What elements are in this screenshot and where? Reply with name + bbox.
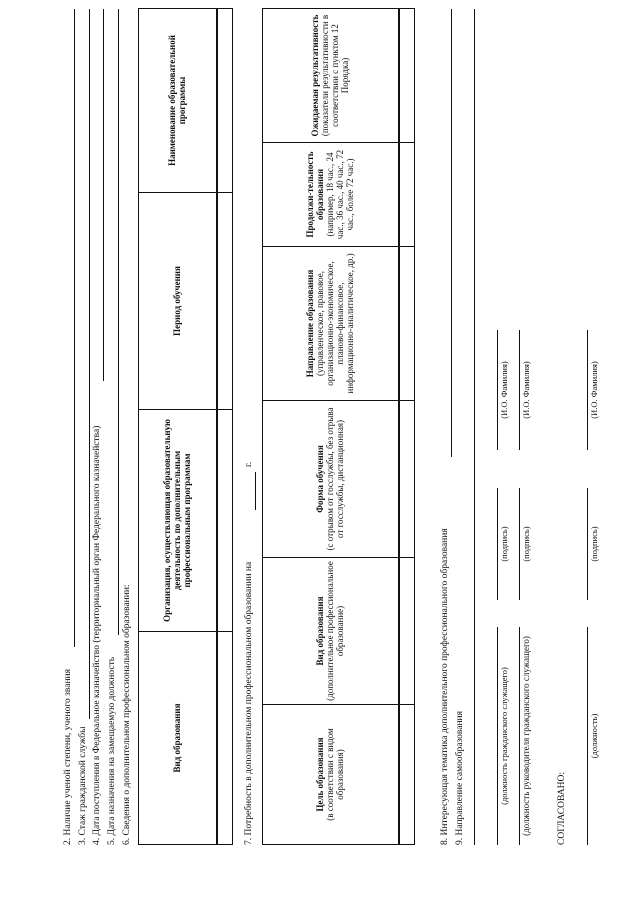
signature-line-position xyxy=(587,627,588,845)
item-7-year-suffix: г. xyxy=(244,461,254,467)
education-info-table xyxy=(138,8,233,845)
fill-line-item-3 xyxy=(89,9,90,719)
header-study-period: Период обучения xyxy=(139,193,217,410)
table-cell[interactable] xyxy=(399,401,415,558)
header-direction-title: Направление образования xyxy=(305,269,316,378)
table-cell[interactable] xyxy=(217,193,233,410)
signature-line-name xyxy=(519,330,520,450)
signature-line-position xyxy=(497,627,498,845)
label-full-name: (И.О. Фамилия) xyxy=(499,361,509,419)
header-form xyxy=(263,401,399,558)
signature-line-name xyxy=(587,330,588,450)
item-4-treasury-entry-date: 4. Дата поступления в Федеральное казначейство (территориальный орган Федерального казначейства) xyxy=(92,425,102,845)
header-goal xyxy=(263,705,399,845)
signature-line-sign xyxy=(519,488,520,600)
header-results-note: (показатели результативности в соответствии с пунктом 12 Порядка) xyxy=(320,14,351,137)
header-organization: Организация, осуществляющая образовательную деятельность по дополнительным профессиональным программам xyxy=(139,410,217,632)
header-duration-note: (например, 18 час., 24 час., 36 час., 40 час., 72 час., более 72 час.) xyxy=(325,149,356,240)
label-servant-position: (должность гражданского служащего) xyxy=(499,667,509,805)
table-cell[interactable] xyxy=(217,410,233,632)
label-manager-position: (должность руководителя гражданского служащего) xyxy=(521,636,531,836)
table-cell[interactable] xyxy=(217,9,233,193)
table-row xyxy=(399,9,415,845)
header-duration xyxy=(263,143,399,247)
signature-line-sign xyxy=(497,488,498,600)
item-6-education-info: 6. Сведения о дополнительном профессиональном образовании: xyxy=(122,584,132,845)
item-7-education-need: 7. Потребность в дополнительном профессиональном образовании на xyxy=(244,561,254,845)
header-expected-results xyxy=(263,9,399,143)
label-signature: (подпись) xyxy=(589,526,599,562)
item-3-service-length: 3. Стаж гражданской службы xyxy=(78,726,88,845)
signature-line-position xyxy=(519,627,520,845)
header-form-note: (с отрывом от госслужбы, без отрыва от госслужбы, дистанционная) xyxy=(325,407,346,551)
table-cell[interactable] xyxy=(399,143,415,247)
fill-line-item-4 xyxy=(103,9,104,381)
header-duration-title: Продолжи-тельность образования xyxy=(305,151,326,238)
table-cell[interactable] xyxy=(399,558,415,705)
item-5-position-date: 5. Дата назначения на замещаемую должность xyxy=(107,656,117,845)
header-results-title: Ожидаемая результативность xyxy=(310,14,321,137)
table-cell[interactable] xyxy=(399,9,415,143)
signature-line-name xyxy=(497,330,498,450)
label-signature: (подпись) xyxy=(521,526,531,562)
education-needs-table xyxy=(262,8,415,845)
fill-line-year xyxy=(255,472,256,510)
table-cell[interactable] xyxy=(399,705,415,845)
agreed-label: СОГЛАСОВАНО: xyxy=(557,772,567,845)
fill-line-item-5 xyxy=(118,9,119,635)
header-goal-title: Цель образования xyxy=(315,737,326,812)
fill-line-item-9 xyxy=(474,9,475,845)
table-cell[interactable] xyxy=(399,247,415,401)
label-full-name: (И.О. Фамилия) xyxy=(589,361,599,419)
item-8-topics: 8. Интересующая тематика дополнительного профессионального образования xyxy=(440,528,450,845)
header-goal-note: (в соответствии с видом образования) xyxy=(325,728,346,821)
header-program-name: Наименование образовательной программы xyxy=(139,9,217,193)
fill-line-item-2 xyxy=(74,9,75,647)
header-type xyxy=(263,558,399,705)
header-direction xyxy=(263,247,399,401)
header-education-type: Вид образования xyxy=(139,632,217,845)
item-9-self-education: 9. Направление самообразования xyxy=(455,710,465,845)
fill-line-item-8 xyxy=(451,9,452,457)
table-row xyxy=(217,9,233,845)
table-cell[interactable] xyxy=(217,632,233,845)
header-direction-note: (управленческое, правовое, организационно-экономическое, планово-финансовое, информационно-аналитическое, др.) xyxy=(315,253,356,394)
signature-line-sign xyxy=(587,488,588,600)
label-position: (должность) xyxy=(589,713,599,759)
header-type-note: (дополнительное профессиональное образование) xyxy=(325,561,346,701)
item-2-academic-degree: 2. Наличие ученой степени, ученого звания xyxy=(63,668,73,845)
header-form-title: Форма обучения xyxy=(315,445,326,513)
header-type-title: Вид образования xyxy=(315,596,326,666)
label-full-name: (И.О. Фамилия) xyxy=(521,361,531,419)
label-signature: (подпись) xyxy=(499,526,509,562)
